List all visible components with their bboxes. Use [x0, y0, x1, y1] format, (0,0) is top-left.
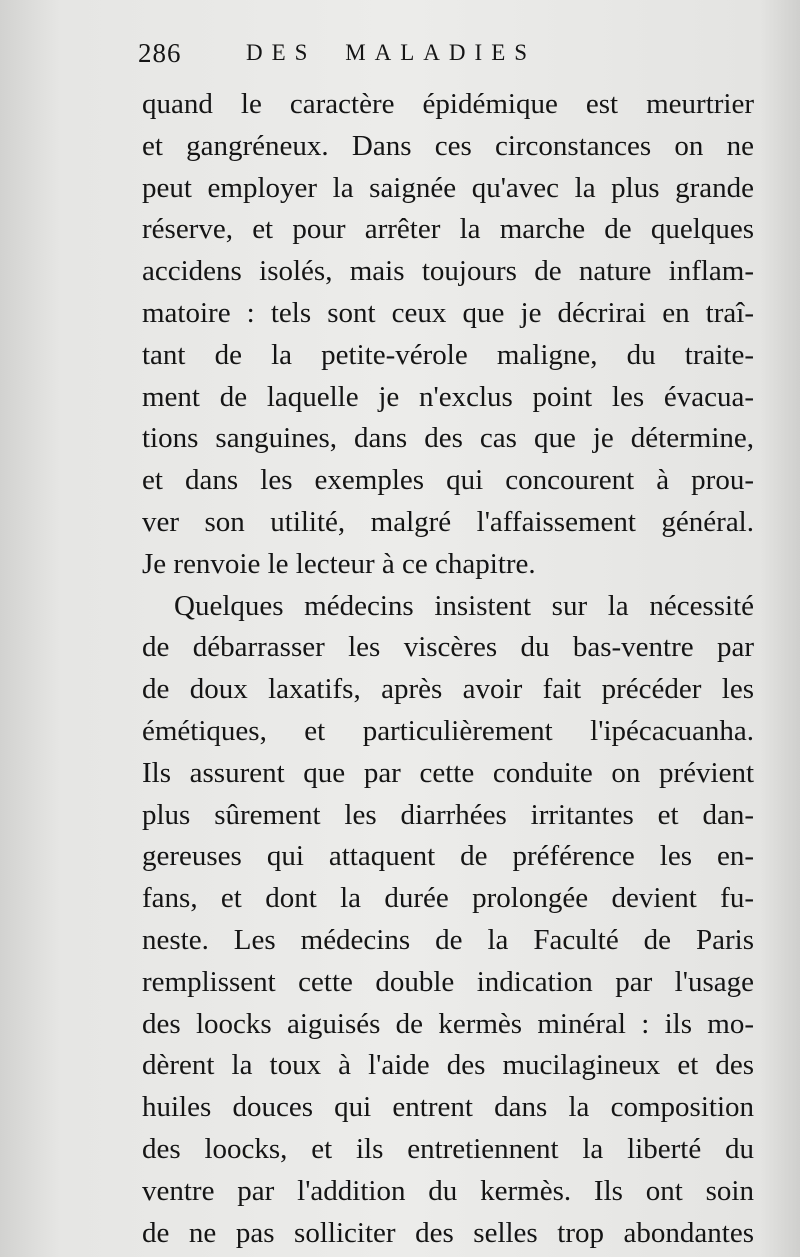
- text-line: huiles douces qui entrent dans la composition: [142, 1091, 754, 1124]
- text-line: fans, et dont la durée prolongée devient fu-: [142, 882, 754, 915]
- text-line: peut employer la saignée qu'avec la plus grande: [142, 171, 754, 204]
- text-line: Je renvoie le lecteur à ce chapitre.: [142, 547, 536, 580]
- text-line: ventre par l'addition du kermès. Ils ont soin: [142, 1174, 754, 1207]
- page-header: [138, 38, 778, 78]
- text-line: ver son utilité, malgré l'affaissement général.: [142, 505, 754, 538]
- text-line: Ils assurent que par cette conduite on prévient: [142, 756, 754, 789]
- paragraph-1: [142, 84, 754, 586]
- text-line: et dans les exemples qui concourent à prou-: [142, 464, 754, 497]
- text-line: de doux laxatifs, après avoir fait précéder les: [142, 673, 754, 706]
- text-line: accidens isolés, mais toujours de nature inflam-: [142, 255, 754, 288]
- running-head: DES MALADIES: [246, 40, 537, 65]
- text-line: de débarrasser les viscères du bas-ventre par: [142, 631, 754, 664]
- paragraph-2: [142, 586, 754, 1255]
- text-line: de ne pas solliciter des selles trop abondantes: [142, 1216, 754, 1249]
- text-line: réserve, et pour arrêter la marche de quelques: [142, 213, 754, 246]
- text-line: émétiques, et particulièrement l'ipécacuanha.: [142, 714, 754, 747]
- body-text: [142, 84, 754, 1254]
- text-line: matoire : tels sont ceux que je décrirai en traî-: [142, 296, 754, 329]
- text-line: gereuses qui attaquent de préférence les en-: [142, 840, 754, 873]
- text-line: dèrent la toux à l'aide des mucilagineux et des: [142, 1049, 754, 1082]
- text-line: plus sûrement les diarrhées irritantes et dan-: [142, 798, 754, 831]
- text-line: remplissent cette double indication par l'usage: [142, 965, 754, 998]
- text-line: neste. Les médecins de la Faculté de Paris: [142, 923, 754, 956]
- text-line: des loocks aiguisés de kermès minéral : ils mo-: [142, 1007, 754, 1040]
- text-line: et gangréneux. Dans ces circonstances on ne: [142, 129, 754, 162]
- text-line: des loocks, et ils entretiennent la liberté du: [142, 1132, 754, 1165]
- text-line: ment de laquelle je n'exclus point les évacua-: [142, 380, 754, 413]
- text-line: Quelques médecins insistent sur la nécessité: [174, 589, 754, 622]
- text-line: tant de la petite-vérole maligne, du traite-: [142, 338, 754, 371]
- page-number: 286: [138, 38, 182, 68]
- text-line: tions sanguines, dans des cas que je détermine,: [142, 422, 754, 455]
- text-line: quand le caractère épidémique est meurtrier: [142, 88, 754, 120]
